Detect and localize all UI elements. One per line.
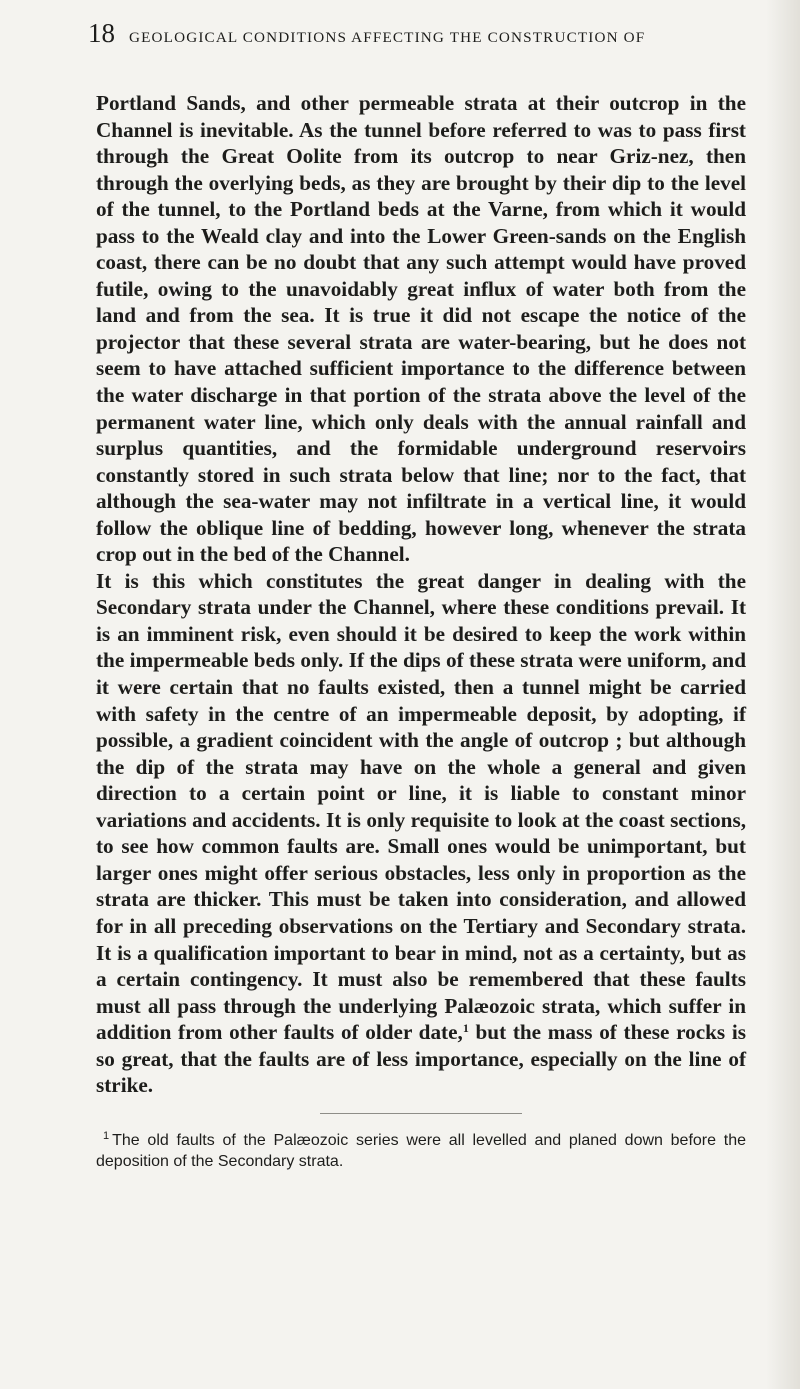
running-title: GEOLOGICAL CONDITIONS AFFECTING THE CONSTRUCTION OF <box>129 29 646 46</box>
paragraph-2-before-note: It is this which constitutes the great danger in dealing with the Secondary strata under the Channel, where these conditions prevail. It is an imminent risk, even should it be desired to keep the work within the impermeable beds only. If the dips of these strata were uniform, and it were certain that no faults existed, then a tunnel might be carried with safety in the centre of an impermeable deposit, by adopting, if possible, a gradient coincident with the angle of outcrop ; but although the dip of the strata may have on the whole a general and given direction to a certain point or line, it is liable to constant minor variations and accidents. It is only requisite to look at the coast sections, to see how common faults are. Small ones would be unimportant, but larger ones might offer serious obstacles, less only in proportion as the strata are thicker. This must be taken into consideration, and allowed for in all preceding observations on the Tertiary and Secondary strata. It is a qualification important to bear in mind, not as a certainty, but as a certain contingency. It must also be remembered that these faults must all pass through the underlying Palæozoic strata, which suffer in addition from other faults of older date, <box>96 568 746 1045</box>
main-text <box>96 90 746 1099</box>
paragraph-1: Portland Sands, and other permeable strata at their outcrop in the Channel is inevitable. As the tunnel before referred to was to pass first through the Great Oolite from its outcrop to near Griz-nez, then through the overlying beds, as they are brought by their dip to the level of the tunnel, to the Portland beds at the Varne, from which it would pass to the Weald clay and into the Lower Green-sands on the English coast, there can be no doubt that any such attempt would have proved futile, owing to the unavoidably great influx of water both from the land and from the sea. It is true it did not escape the notice of the projector that these several strata are water-bearing, but he does not seem to have attached sufficient importance to the difference between the water discharge in that portion of the strata above the level of the permanent water line, which only deals with the annual rainfall and surplus quantities, and the formidable underground reservoirs constantly stored in such strata below that line; nor to the fact, that although the sea-water may not infiltrate in a vertical line, it would follow the oblique line of bedding, however long, whenever the strata crop out in the bed of the Channel. <box>96 91 746 567</box>
page-edge-shadow <box>766 0 800 1389</box>
footnote-divider <box>320 1113 522 1114</box>
footnote <box>96 1126 746 1172</box>
paragraph-2 <box>96 568 746 1099</box>
page-number: 18 <box>88 18 115 48</box>
footnote-marker: 1 <box>103 1129 110 1142</box>
paragraph-2-after-note: but the mass of these rocks is so great, that the faults are of less importance, especially on the line of strike. <box>96 1020 746 1098</box>
book-page <box>88 18 746 1172</box>
page-header <box>88 18 746 78</box>
footnote-text: The old faults of the Palæozoic series were all levelled and planed down before the deposition of the Secondary strata. <box>96 1131 746 1170</box>
footnote-reference: 1 <box>462 1021 469 1036</box>
